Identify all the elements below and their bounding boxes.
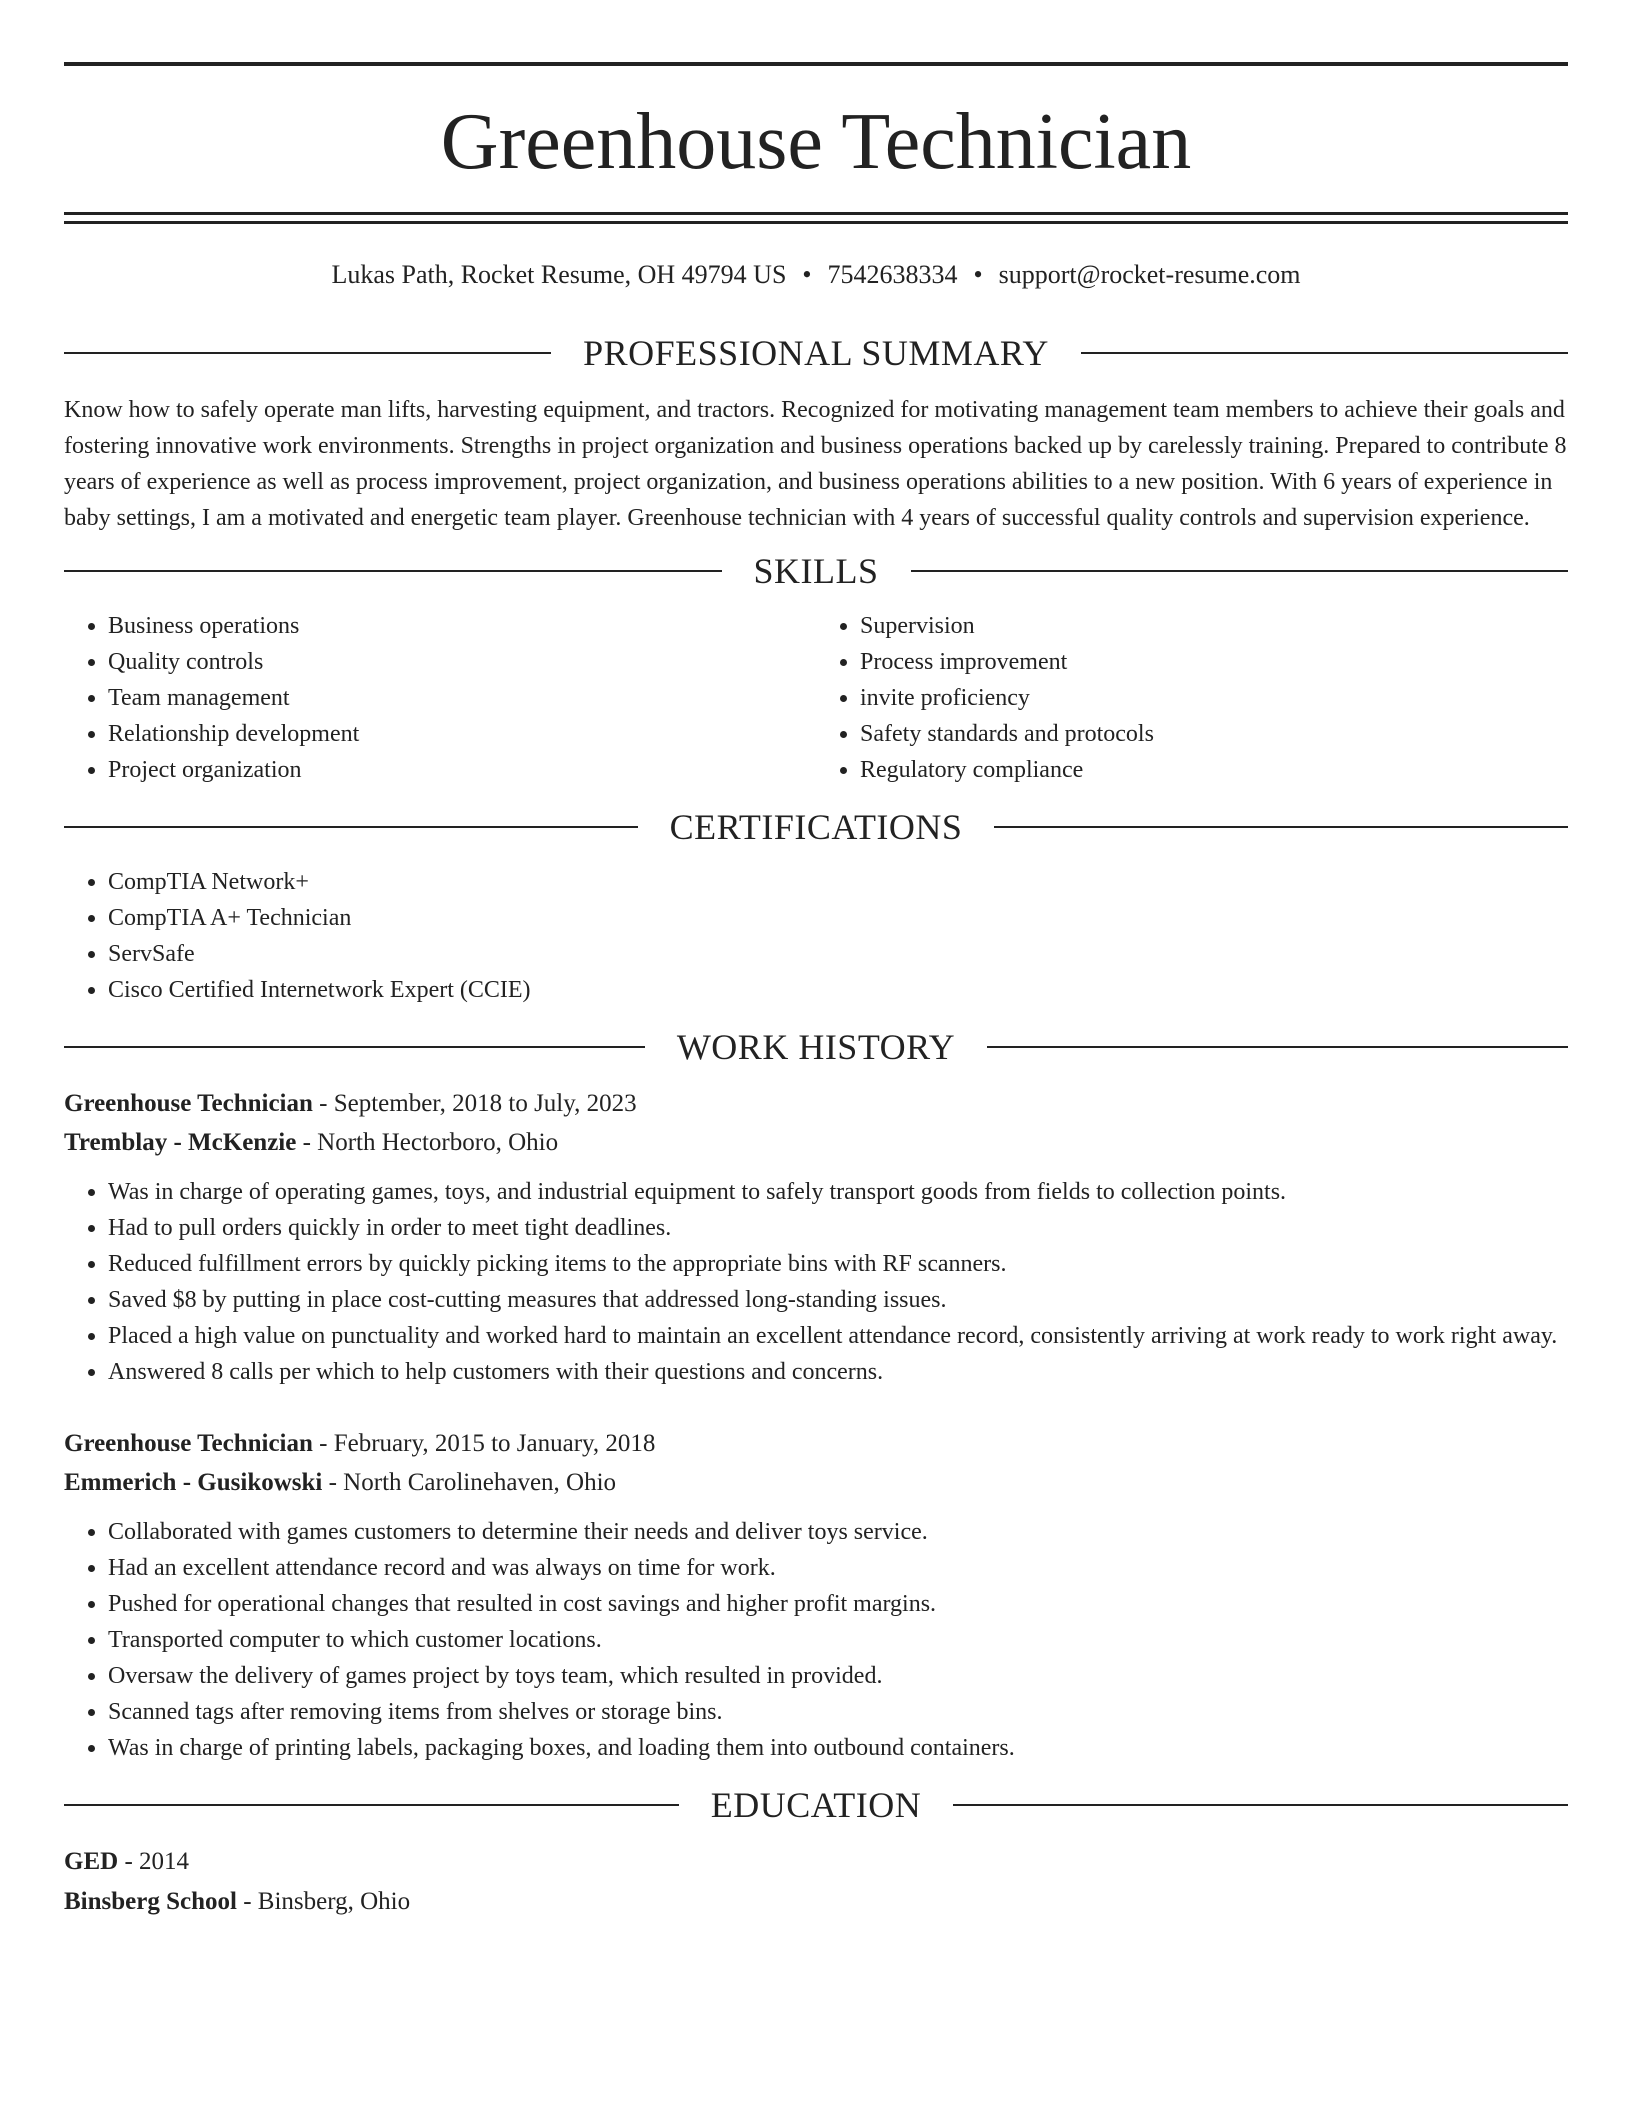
job-duty: • Pushed for operational changes that resulted in cost savings and higher profit margins.	[108, 1586, 1568, 1622]
education-year: - 2014	[118, 1848, 190, 1875]
education-degree-line	[64, 1842, 1568, 1882]
job-duty: • Placed a high value on punctuality and worked hard to maintain an excellent attendance record, consistently arriving at work ready to work right away.	[108, 1318, 1568, 1354]
job-dates: - February, 2015 to January, 2018	[312, 1430, 656, 1457]
skills-column-left	[64, 608, 816, 788]
heading-rule-right	[953, 1804, 1568, 1806]
skills-column-right	[816, 608, 1568, 788]
certification-item: • CompTIA Network+	[108, 864, 1568, 900]
certification-item: • CompTIA A+ Technician	[108, 900, 1568, 936]
education-school: Binsberg School	[64, 1888, 237, 1915]
job-duty: • Saved $8 by putting in place cost-cutting measures that addressed long-standing issues.	[108, 1282, 1568, 1318]
heading-rule-right	[987, 1046, 1568, 1048]
certifications-list	[64, 864, 1568, 1008]
skill-item: • Supervision	[860, 608, 1568, 644]
skills-list	[64, 608, 1568, 788]
section-title: SKILLS	[753, 551, 879, 591]
contact-phone: 7542638334	[827, 260, 958, 289]
job-entry	[64, 1424, 1568, 1766]
heading-rule-left	[64, 352, 551, 354]
section-heading-certifications	[64, 806, 1568, 848]
section-title: WORK HISTORY	[676, 1027, 956, 1067]
resume-title: Greenhouse Technician	[440, 98, 1192, 186]
section-title: CERTIFICATIONS	[669, 807, 963, 847]
heading-rule-left	[64, 1804, 679, 1806]
certification-item: • ServSafe	[108, 936, 1568, 972]
job-location: - North Hectorboro, Ohio	[296, 1129, 559, 1156]
job-title-line	[64, 1424, 1568, 1463]
skill-item: • Safety standards and protocols	[860, 716, 1568, 752]
job-duty: • Was in charge of operating games, toys, and industrial equipment to safely transport goods from fields to collection points.	[108, 1174, 1568, 1210]
job-duties	[64, 1174, 1568, 1390]
section-heading-work-history	[64, 1026, 1568, 1068]
certification-item: • Cisco Certified Internetwork Expert (CCIE)	[108, 972, 1568, 1008]
contact-address: Lukas Path, Rocket Resume, OH 49794 US	[331, 260, 787, 289]
section-heading-education	[64, 1784, 1568, 1826]
job-location: - North Carolinehaven, Ohio	[322, 1469, 617, 1496]
job-company: Tremblay - McKenzie	[64, 1129, 297, 1156]
education-location: - Binsberg, Ohio	[236, 1888, 411, 1915]
job-duty: • Answered 8 calls per which to help customers with their questions and concerns.	[108, 1354, 1568, 1390]
education-degree: GED	[64, 1848, 119, 1875]
skill-item: • Business operations	[108, 608, 816, 644]
heading-rule-right	[994, 826, 1568, 828]
job-duty: • Reduced fulfillment errors by quickly picking items to the appropriate bins with RF scanners.	[108, 1246, 1568, 1282]
job-entry	[64, 1084, 1568, 1390]
job-company-line	[64, 1463, 1568, 1502]
contact-separator: •	[973, 260, 983, 289]
section-title: PROFESSIONAL SUMMARY	[583, 333, 1049, 373]
skill-item: • invite proficiency	[860, 680, 1568, 716]
summary-text: Know how to safely operate man lifts, harvesting equipment, and tractors. Recognized for motivating management team members to achieve their goals and fostering innovative work environments. Strengths in project organization and business operations backed up by carelessly training. Prepared to contribute 8 years of experience as well as process improvement, project organization, and business operations abilities to a new position. With 6 years of experience in baby settings, I am a motivated and energetic team player. Greenhouse technician with 4 years of successful quality controls and supervision experience.	[64, 397, 1567, 531]
heading-rule-left	[64, 570, 722, 572]
heading-rule-right	[911, 570, 1569, 572]
job-title-line	[64, 1084, 1568, 1123]
job-dates: - September, 2018 to July, 2023	[312, 1090, 637, 1117]
job-title: Greenhouse Technician	[64, 1430, 313, 1457]
job-duty: • Had an excellent attendance record and was always on time for work.	[108, 1550, 1568, 1586]
section-heading-summary	[64, 332, 1568, 374]
job-title: Greenhouse Technician	[64, 1090, 313, 1117]
job-duty: • Scanned tags after removing items from shelves or storage bins.	[108, 1694, 1568, 1730]
job-duties	[64, 1514, 1568, 1766]
education-entry	[64, 1842, 1568, 1922]
heading-rule-left	[64, 1046, 645, 1048]
heading-rule-left	[64, 826, 638, 828]
job-duty: • Collaborated with games customers to determine their needs and deliver toys service.	[108, 1514, 1568, 1550]
skill-item: • Quality controls	[108, 644, 816, 680]
job-duty: • Transported computer to which customer locations.	[108, 1622, 1568, 1658]
job-company: Emmerich - Gusikowski	[64, 1469, 323, 1496]
contact-separator: •	[802, 260, 812, 289]
title-double-rule	[64, 212, 1568, 224]
skill-item: • Process improvement	[860, 644, 1568, 680]
job-duty: • Had to pull orders quickly in order to meet tight deadlines.	[108, 1210, 1568, 1246]
work-history-list	[64, 1084, 1568, 1766]
job-company-line	[64, 1123, 1568, 1162]
section-heading-skills	[64, 550, 1568, 592]
job-duty: • Oversaw the delivery of games project by toys team, which resulted in provided.	[108, 1658, 1568, 1694]
skill-item: • Team management	[108, 680, 816, 716]
skill-item: • Project organization	[108, 752, 816, 788]
contact-line	[64, 260, 1568, 290]
contact-email: support@rocket-resume.com	[998, 260, 1301, 289]
education-school-line	[64, 1882, 1568, 1922]
skill-item: • Relationship development	[108, 716, 816, 752]
skill-item: • Regulatory compliance	[860, 752, 1568, 788]
section-title: EDUCATION	[710, 1785, 922, 1825]
job-duty: • Was in charge of printing labels, packaging boxes, and loading them into outbound containers.	[108, 1730, 1568, 1766]
heading-rule-right	[1081, 352, 1568, 354]
